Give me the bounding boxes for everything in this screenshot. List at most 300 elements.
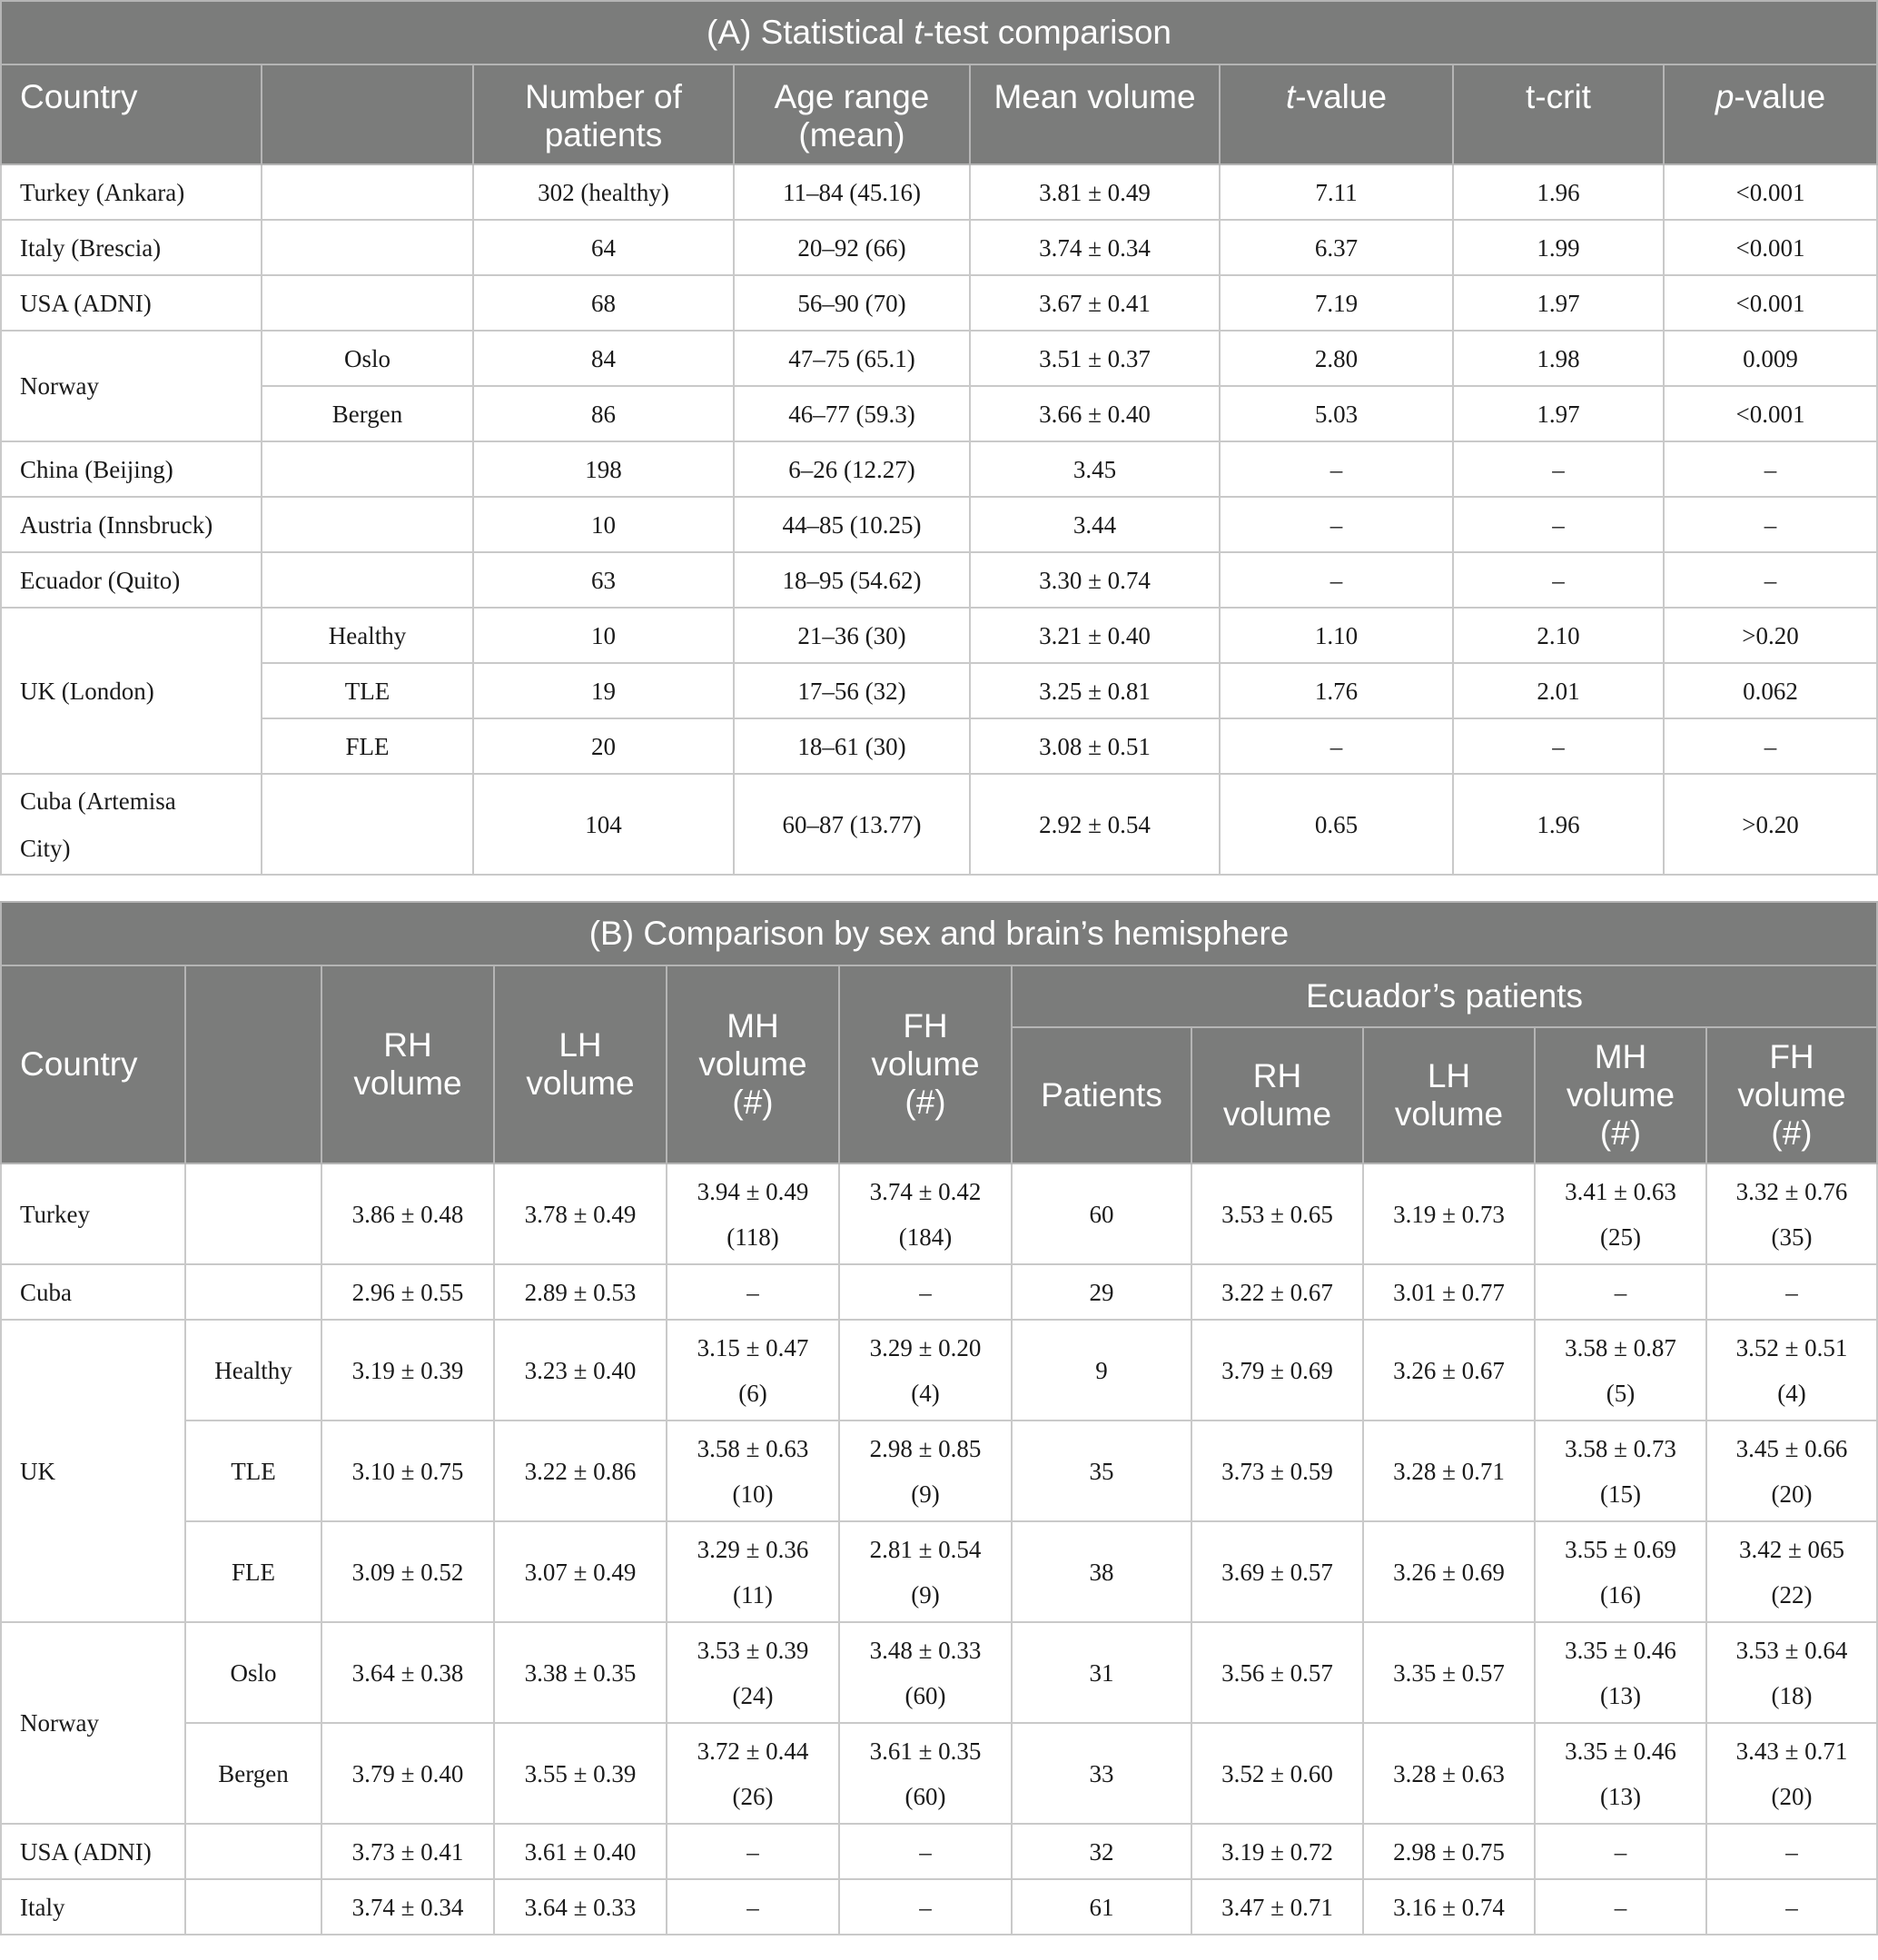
- table-cell: 1.97: [1453, 386, 1664, 441]
- table-cell: 0.65: [1220, 774, 1453, 875]
- country-cell-uk: UK: [1, 1320, 185, 1622]
- table-cell: [262, 774, 473, 875]
- cell-text: (25): [1600, 1223, 1641, 1251]
- cell-text: 3.58 ± 0.63: [697, 1434, 809, 1462]
- table-cell: 68: [473, 275, 734, 331]
- table-cell: 1.96: [1453, 774, 1664, 875]
- table-cell: [1535, 1163, 1706, 1264]
- cell-text: volume: [871, 1045, 980, 1083]
- cell-text: (#): [1599, 1114, 1642, 1152]
- table-cell: 198: [473, 441, 734, 497]
- table-row: [1, 774, 1877, 875]
- header-subgroup: [262, 64, 473, 164]
- table-cell: 0.062: [1664, 663, 1877, 718]
- table-cell: Healthy: [262, 608, 473, 663]
- table-cell: <0.001: [1664, 275, 1877, 331]
- table-cell: 3.79 ± 0.40: [321, 1723, 494, 1824]
- table-cell: Bergen: [185, 1723, 321, 1824]
- cell-text: RH: [1252, 1057, 1302, 1094]
- table-row: [1, 552, 1877, 608]
- table-cell: 84: [473, 331, 734, 386]
- cell-text: (15): [1600, 1480, 1641, 1508]
- table-cell: [667, 1723, 839, 1824]
- table-row: [1, 1163, 1877, 1264]
- table-cell: [1706, 1320, 1877, 1421]
- table-cell: 104: [473, 774, 734, 875]
- table-row: [1, 1421, 1877, 1521]
- table-cell: –: [1220, 497, 1453, 552]
- table-cell: 2.89 ± 0.53: [494, 1264, 667, 1320]
- table-cell: [667, 1622, 839, 1723]
- table-cell: Bergen: [262, 386, 473, 441]
- table-cell: 6–26 (12.27): [734, 441, 970, 497]
- table-cell: 46–77 (59.3): [734, 386, 970, 441]
- cell-text: (10): [732, 1480, 774, 1508]
- table-cell: <0.001: [1664, 220, 1877, 275]
- cell-text: 3.53 ± 0.39: [697, 1636, 809, 1664]
- header-mh-volume: [667, 965, 839, 1163]
- table-cell: Italy: [1, 1879, 185, 1935]
- table-cell: [839, 1521, 1012, 1622]
- table-cell: 38: [1012, 1521, 1191, 1622]
- cell-text: Cuba (Artemisa: [20, 787, 176, 815]
- table-cell: 3.45: [970, 441, 1220, 497]
- table-cell: 3.86 ± 0.48: [321, 1163, 494, 1264]
- table-cell: [839, 1320, 1012, 1421]
- cell-text: (26): [732, 1782, 774, 1810]
- table-cell: 60–87 (13.77): [734, 774, 970, 875]
- table-cell: 3.44: [970, 497, 1220, 552]
- table-cell: Ecuador (Quito): [1, 552, 262, 608]
- cell-text: volume: [526, 1064, 635, 1102]
- cell-text: (22): [1771, 1580, 1813, 1609]
- cell-text: 3.35 ± 0.46: [1565, 1636, 1676, 1664]
- header-country: Country: [1, 64, 262, 164]
- table-cell: –: [1664, 552, 1877, 608]
- table-cell: 21–36 (30): [734, 608, 970, 663]
- table-cell: –: [1706, 1264, 1877, 1320]
- table-row: [1, 331, 1877, 386]
- table-cell: 3.69 ± 0.57: [1191, 1521, 1363, 1622]
- table-row: [1, 441, 1877, 497]
- cell-text: 2.98 ± 0.85: [869, 1434, 982, 1462]
- table-cell: [262, 552, 473, 608]
- table-cell: 60: [1012, 1163, 1191, 1264]
- table-cell: <0.001: [1664, 386, 1877, 441]
- table-row: [1, 275, 1877, 331]
- table-cell: –: [1453, 552, 1664, 608]
- table-cell: 0.009: [1664, 331, 1877, 386]
- cell-text: City): [20, 834, 71, 862]
- cell-text: (A) Statistical: [707, 14, 914, 51]
- header-ecuador-lh-volume: [1363, 1027, 1535, 1163]
- table-cell: 3.67 ± 0.41: [970, 275, 1220, 331]
- cell-text: (5): [1606, 1379, 1636, 1407]
- table-cell: –: [839, 1824, 1012, 1879]
- cell-text: 3.94 ± 0.49: [697, 1177, 809, 1205]
- cell-text: (11): [733, 1580, 773, 1609]
- table-cell: –: [1220, 718, 1453, 774]
- table-cell: 33: [1012, 1723, 1191, 1824]
- table-cell: [1535, 1521, 1706, 1622]
- table-cell: 3.56 ± 0.57: [1191, 1622, 1363, 1723]
- table-cell: 10: [473, 497, 734, 552]
- header-ecuador-patients: Ecuador’s patients: [1012, 965, 1877, 1027]
- table-cell: 3.26 ± 0.69: [1363, 1521, 1535, 1622]
- table-row: [1, 497, 1877, 552]
- cell-text: 3.15 ± 0.47: [697, 1333, 809, 1361]
- table-cell: –: [1664, 718, 1877, 774]
- table-cell: 3.38 ± 0.35: [494, 1622, 667, 1723]
- header-ecuador-rh-volume: [1191, 1027, 1363, 1163]
- cell-text: (#): [1771, 1114, 1813, 1152]
- cell-text: (13): [1600, 1782, 1641, 1810]
- cell-text: volume: [1394, 1095, 1504, 1133]
- table-cell: Oslo: [185, 1622, 321, 1723]
- table-cell: 86: [473, 386, 734, 441]
- table-cell: [185, 1879, 321, 1935]
- cell-text: -test comparison: [923, 14, 1171, 51]
- table-cell: [262, 275, 473, 331]
- table-cell: 2.80: [1220, 331, 1453, 386]
- table-cell: 3.25 ± 0.81: [970, 663, 1220, 718]
- cell-text: volume: [1737, 1076, 1846, 1114]
- table-cell: [839, 1622, 1012, 1723]
- cell-text: (9): [911, 1580, 940, 1609]
- cell-text: (9): [911, 1480, 940, 1508]
- header-ecuador-mh-volume: [1535, 1027, 1706, 1163]
- table-cell: [1706, 1421, 1877, 1521]
- table-a-title: [1, 1, 1877, 64]
- table-cell: 3.52 ± 0.60: [1191, 1723, 1363, 1824]
- table-cell: 1.76: [1220, 663, 1453, 718]
- table-cell: 56–90 (70): [734, 275, 970, 331]
- table-cell: 2.96 ± 0.55: [321, 1264, 494, 1320]
- table-cell: –: [1453, 718, 1664, 774]
- table-cell: 3.51 ± 0.37: [970, 331, 1220, 386]
- table-row: [1, 1879, 1877, 1935]
- table-cell: [1535, 1723, 1706, 1824]
- table-row: [1, 718, 1877, 774]
- table-cell: [839, 1163, 1012, 1264]
- table-cell: China (Beijing): [1, 441, 262, 497]
- table-cell: 20: [473, 718, 734, 774]
- cell-text: (20): [1771, 1480, 1813, 1508]
- table-cell: 3.35 ± 0.57: [1363, 1622, 1535, 1723]
- header-age-range: [734, 64, 970, 164]
- table-b: [0, 901, 1878, 1935]
- table-cell: 3.16 ± 0.74: [1363, 1879, 1535, 1935]
- table-row: [1, 1264, 1877, 1320]
- table-cell: –: [1535, 1264, 1706, 1320]
- cell-text: 3.29 ± 0.20: [869, 1333, 982, 1361]
- header-country: Country: [1, 965, 185, 1163]
- cell-text: (118): [726, 1223, 779, 1251]
- table-cell: 3.07 ± 0.49: [494, 1521, 667, 1622]
- header-t-value: [1220, 64, 1453, 164]
- table-cell: –: [1664, 497, 1877, 552]
- table-cell: 3.73 ± 0.59: [1191, 1421, 1363, 1521]
- table-cell: 3.53 ± 0.65: [1191, 1163, 1363, 1264]
- table-row: [1, 1622, 1877, 1723]
- cell-text: -value: [1734, 78, 1826, 115]
- table-cell: 7.19: [1220, 275, 1453, 331]
- table-cell: [1535, 1320, 1706, 1421]
- table-cell: –: [1706, 1824, 1877, 1879]
- table-cell: USA (ADNI): [1, 275, 262, 331]
- cell-text: (mean): [798, 116, 905, 153]
- cell-text: 3.41 ± 0.63: [1565, 1177, 1676, 1205]
- table-cell: –: [839, 1264, 1012, 1320]
- table-cell: [1535, 1622, 1706, 1723]
- table-cell: 61: [1012, 1879, 1191, 1935]
- header-rh-volume: [321, 965, 494, 1163]
- cell-text: FH: [1769, 1038, 1814, 1075]
- header-t-crit: t-crit: [1453, 64, 1664, 164]
- table-cell: –: [1535, 1824, 1706, 1879]
- cell-text: 3.58 ± 0.73: [1565, 1434, 1676, 1462]
- table-cell: 18–61 (30): [734, 718, 970, 774]
- cell-text: 3.52 ± 0.51: [1735, 1333, 1848, 1361]
- cell-text: 3.74 ± 0.42: [869, 1177, 982, 1205]
- table-cell: Italy (Brescia): [1, 220, 262, 275]
- table-cell: 3.81 ± 0.49: [970, 164, 1220, 220]
- cell-text: (184): [898, 1223, 953, 1251]
- table-cell: –: [667, 1264, 839, 1320]
- cell-text: 3.32 ± 0.76: [1735, 1177, 1848, 1205]
- header-mean-volume: Mean volume: [970, 64, 1220, 164]
- table-cell: [185, 1264, 321, 1320]
- cell-text: (13): [1600, 1681, 1641, 1709]
- table-row: [1, 220, 1877, 275]
- table-cell: 3.47 ± 0.71: [1191, 1879, 1363, 1935]
- country-cell-cuba: [1, 774, 262, 875]
- cell-text: (24): [732, 1681, 774, 1709]
- table-cell: [1535, 1421, 1706, 1521]
- table-cell: TLE: [185, 1421, 321, 1521]
- table-cell: 3.64 ± 0.33: [494, 1879, 667, 1935]
- table-cell: –: [1453, 441, 1664, 497]
- table-cell: 7.11: [1220, 164, 1453, 220]
- table-cell: 3.21 ± 0.40: [970, 608, 1220, 663]
- country-cell-norway: Norway: [1, 1622, 185, 1824]
- table-cell: 1.96: [1453, 164, 1664, 220]
- header-ecuador-fh-volume: [1706, 1027, 1877, 1163]
- table-cell: [1706, 1521, 1877, 1622]
- cell-text: 3.45 ± 0.66: [1735, 1434, 1848, 1462]
- header-p-value: [1664, 64, 1877, 164]
- table-cell: FLE: [185, 1521, 321, 1622]
- table-cell: [667, 1421, 839, 1521]
- cell-text: patients: [544, 116, 663, 153]
- table-cell: –: [667, 1824, 839, 1879]
- table-cell: [262, 441, 473, 497]
- table-cell: [262, 497, 473, 552]
- table-cell: TLE: [262, 663, 473, 718]
- table-cell: 3.10 ± 0.75: [321, 1421, 494, 1521]
- cell-text: LH: [558, 1026, 602, 1064]
- table-row: [1, 1824, 1877, 1879]
- cell-text: (#): [904, 1084, 946, 1121]
- cell-text: 3.42 ± 065: [1738, 1535, 1845, 1563]
- table-cell: 3.55 ± 0.39: [494, 1723, 667, 1824]
- table-cell: –: [667, 1879, 839, 1935]
- table-cell: <0.001: [1664, 164, 1877, 220]
- table-cell: 35: [1012, 1421, 1191, 1521]
- cell-text: volume: [1566, 1076, 1675, 1114]
- cell-text: RH: [383, 1026, 432, 1064]
- table-cell: [185, 1163, 321, 1264]
- table-cell: [185, 1824, 321, 1879]
- table-cell: 302 (healthy): [473, 164, 734, 220]
- table-cell: 3.01 ± 0.77: [1363, 1264, 1535, 1320]
- cell-text: 3.61 ± 0.35: [869, 1737, 982, 1765]
- table-cell: [839, 1421, 1012, 1521]
- table-cell: –: [1706, 1879, 1877, 1935]
- header-number-of-patients: [473, 64, 734, 164]
- table-cell: 63: [473, 552, 734, 608]
- cell-text: (60): [904, 1782, 946, 1810]
- table-cell: 3.19 ± 0.73: [1363, 1163, 1535, 1264]
- cell-text: 3.43 ± 0.71: [1735, 1737, 1848, 1765]
- table-cell: 32: [1012, 1824, 1191, 1879]
- table-cell: [667, 1320, 839, 1421]
- table-cell: Turkey (Ankara): [1, 164, 262, 220]
- table-cell: 29: [1012, 1264, 1191, 1320]
- cell-text: volume: [353, 1064, 462, 1102]
- table-cell: USA (ADNI): [1, 1824, 185, 1879]
- cell-text: (#): [732, 1084, 774, 1121]
- table-cell: Healthy: [185, 1320, 321, 1421]
- table-cell: –: [1453, 497, 1664, 552]
- table-row: [1, 608, 1877, 663]
- table-row: [1, 1521, 1877, 1622]
- table-cell: [262, 220, 473, 275]
- table-cell: –: [1220, 552, 1453, 608]
- cell-text: volume: [698, 1045, 807, 1083]
- table-cell: Oslo: [262, 331, 473, 386]
- table-row: [1, 1320, 1877, 1421]
- table-cell: 3.28 ± 0.63: [1363, 1723, 1535, 1824]
- cell-text: Age range: [774, 78, 930, 115]
- table-row: [1, 1723, 1877, 1824]
- table-row: [1, 386, 1877, 441]
- table-cell: 3.79 ± 0.69: [1191, 1320, 1363, 1421]
- cell-text: (60): [904, 1681, 946, 1709]
- table-cell: 3.23 ± 0.40: [494, 1320, 667, 1421]
- table-b-title: (B) Comparison by sex and brain’s hemisphere: [1, 902, 1877, 965]
- cell-text: 3.72 ± 0.44: [697, 1737, 809, 1765]
- cell-text: (16): [1600, 1580, 1641, 1609]
- cell-text: 3.35 ± 0.46: [1565, 1737, 1676, 1765]
- cell-text: (4): [1777, 1379, 1806, 1407]
- cell-text: 3.58 ± 0.87: [1565, 1333, 1676, 1361]
- table-cell: 3.22 ± 0.86: [494, 1421, 667, 1521]
- cell-text: (18): [1771, 1681, 1813, 1709]
- cell-text: 3.53 ± 0.64: [1735, 1636, 1848, 1664]
- cell-text: volume: [1222, 1095, 1332, 1133]
- country-cell-norway: Norway: [1, 331, 262, 441]
- table-cell: 3.08 ± 0.51: [970, 718, 1220, 774]
- table-cell: 19: [473, 663, 734, 718]
- country-cell-uk-london: UK (London): [1, 608, 262, 774]
- table-cell: [1706, 1723, 1877, 1824]
- header-ecuador-patients-count: Patients: [1012, 1027, 1191, 1163]
- table-cell: [1706, 1163, 1877, 1264]
- table-cell: 64: [473, 220, 734, 275]
- table-cell: 3.78 ± 0.49: [494, 1163, 667, 1264]
- table-cell: FLE: [262, 718, 473, 774]
- table-cell: –: [1535, 1879, 1706, 1935]
- table-cell: 3.19 ± 0.39: [321, 1320, 494, 1421]
- cell-text: (4): [911, 1379, 940, 1407]
- table-cell: 2.98 ± 0.75: [1363, 1824, 1535, 1879]
- cell-text: 2.81 ± 0.54: [869, 1535, 982, 1563]
- table-cell: 3.74 ± 0.34: [970, 220, 1220, 275]
- cell-text: -value: [1295, 78, 1388, 115]
- table-cell: 3.30 ± 0.74: [970, 552, 1220, 608]
- table-cell: 3.26 ± 0.67: [1363, 1320, 1535, 1421]
- table-cell: 11–84 (45.16): [734, 164, 970, 220]
- table-cell: 10: [473, 608, 734, 663]
- table-cell: 3.61 ± 0.40: [494, 1824, 667, 1879]
- table-a: [0, 0, 1878, 876]
- cell-text: 3.29 ± 0.36: [697, 1535, 809, 1563]
- table-cell: >0.20: [1664, 774, 1877, 875]
- cell-text: t: [914, 14, 924, 51]
- cell-text: Number of: [525, 78, 682, 115]
- table-cell: >0.20: [1664, 608, 1877, 663]
- cell-text: LH: [1427, 1057, 1471, 1094]
- table-cell: 5.03: [1220, 386, 1453, 441]
- table-cell: [667, 1521, 839, 1622]
- table-cell: 20–92 (66): [734, 220, 970, 275]
- table-cell: [839, 1723, 1012, 1824]
- table-cell: 1.10: [1220, 608, 1453, 663]
- table-cell: –: [1220, 441, 1453, 497]
- table-cell: [667, 1163, 839, 1264]
- table-cell: 47–75 (65.1): [734, 331, 970, 386]
- header-fh-volume: [839, 965, 1012, 1163]
- table-cell: Austria (Innsbruck): [1, 497, 262, 552]
- table-cell: Turkey: [1, 1163, 185, 1264]
- cell-text: (20): [1771, 1782, 1813, 1810]
- cell-text: (35): [1771, 1223, 1813, 1251]
- table-cell: [1706, 1622, 1877, 1723]
- table-cell: 44–85 (10.25): [734, 497, 970, 552]
- table-cell: –: [1664, 441, 1877, 497]
- table-cell: Cuba: [1, 1264, 185, 1320]
- table-cell: 1.98: [1453, 331, 1664, 386]
- table-row: [1, 164, 1877, 220]
- cell-text: p: [1715, 78, 1735, 115]
- table-cell: 3.74 ± 0.34: [321, 1879, 494, 1935]
- cell-text: (6): [738, 1379, 767, 1407]
- table-cell: 1.97: [1453, 275, 1664, 331]
- table-cell: 2.10: [1453, 608, 1664, 663]
- table-cell: 3.73 ± 0.41: [321, 1824, 494, 1879]
- cell-text: 3.48 ± 0.33: [869, 1636, 982, 1664]
- table-row: [1, 663, 1877, 718]
- table-cell: 9: [1012, 1320, 1191, 1421]
- cell-text: FH: [903, 1007, 948, 1044]
- table-cell: 1.99: [1453, 220, 1664, 275]
- cell-text: t: [1285, 78, 1296, 115]
- table-cell: 17–56 (32): [734, 663, 970, 718]
- table-cell: 3.64 ± 0.38: [321, 1622, 494, 1723]
- cell-text: MH: [1594, 1038, 1647, 1075]
- table-cell: 3.28 ± 0.71: [1363, 1421, 1535, 1521]
